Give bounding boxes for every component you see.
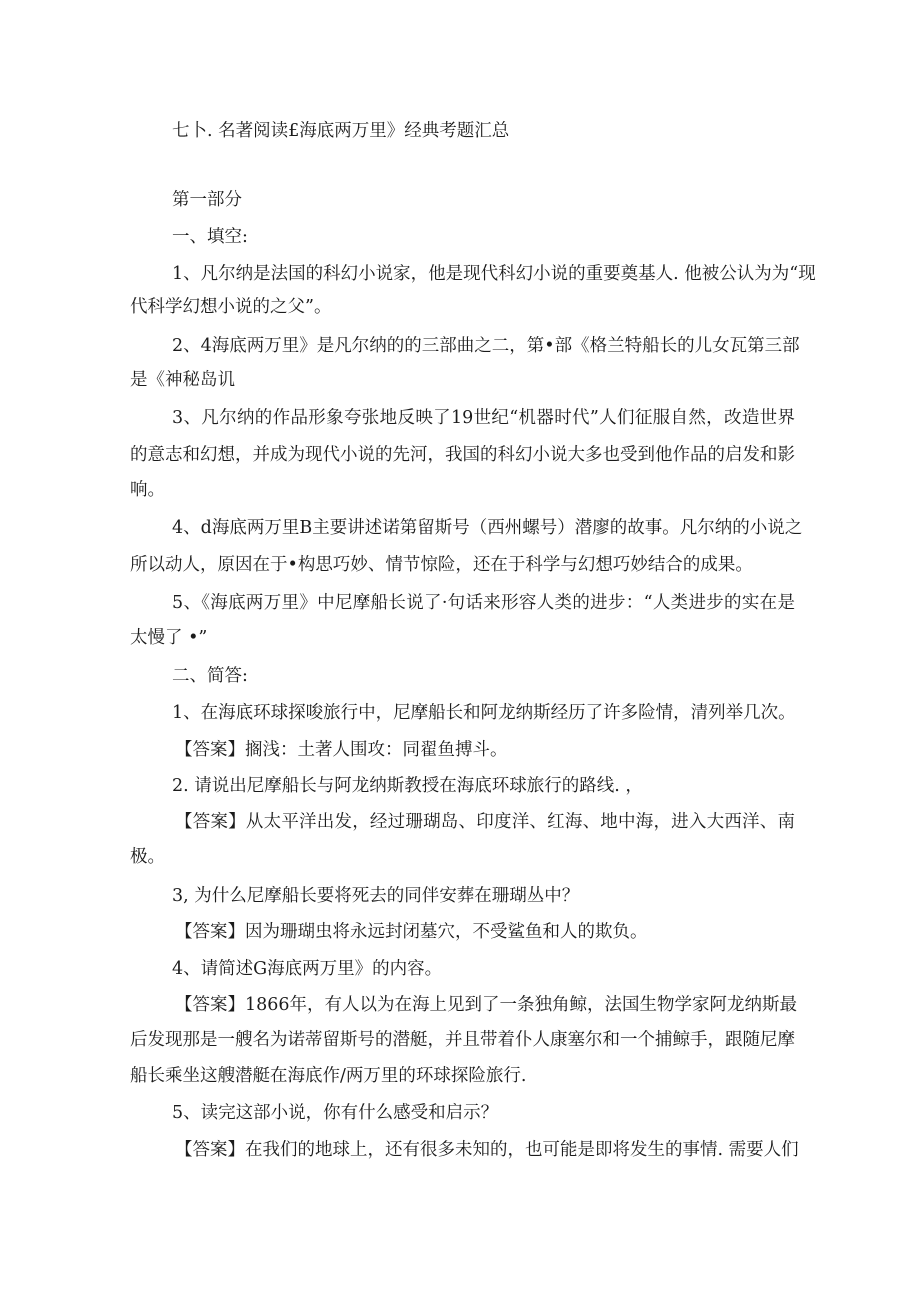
answer-line: 【答案】因为珊瑚虫将永远封闭墓穴，不受鲨鱼和人的欺负。 (175, 922, 648, 942)
paragraph-line: 所以动人，原因在于•构思巧妙、情节惊险，还在于科学与幻想巧妙结合的成果。 (130, 555, 753, 575)
paragraph-line: 4、d海底两万里B主要讲述诺第留斯号（西州螺号）潜廖的故事。凡尔纳的小说之 (172, 518, 803, 538)
answer-line: 极。 (130, 847, 165, 867)
document-title: 七卜. 名著阅读£海底两万里》经典考题汇总 (172, 121, 510, 141)
paragraph-line: 响。 (130, 480, 165, 500)
paragraph-line: 是《神秘岛讥 (130, 370, 235, 390)
answer-line: 【答案】1866年，有人以为在海上见到了一条独角鲸，法国生物学家阿龙纳斯最 (175, 995, 798, 1015)
answer-line: 【答案】搁浅：土著人围攻：同翟鱼搏斗。 (175, 740, 508, 760)
part-heading: 第一部分 (172, 190, 242, 210)
paragraph-line: 5、《海底两万里》中尼摩船长说了·句话来形容人类的进步：“人类进步的实在是 (172, 593, 795, 613)
answer-line: 【答案】在我们的地球上，还有很多未知的，也可能是即将发生的事情. 需要人们 (175, 1140, 799, 1160)
question: 3, 为什么尼摩船长要将死去的同伴安葬在珊瑚丛中？ (172, 886, 580, 906)
fill-blank-heading: 一、填空: (172, 227, 248, 247)
paragraph-line: 3、凡尔纳的作品形象夸张地反映了19世纪“机器时代”人们征服自然，改造世界 (172, 408, 795, 428)
paragraph-line: 太慢了 •” (130, 628, 208, 648)
answer-line: 后发现那是一艘名为诺蒂留斯号的潜艇，并且带着仆人康塞尔和一个捕鲸手，跟随尼摩 (130, 1030, 795, 1050)
question: 4、请简述G海底两万里》的内容。 (172, 959, 443, 979)
question: 5、读完这部小说，你有什么感受和启示？ (172, 1103, 499, 1123)
short-answer-heading: 二、简答: (172, 666, 248, 686)
question: 2. 请说出尼摩船长与阿龙纳斯教授在海底环球旅行的路线. ， (172, 776, 643, 796)
answer-line: 【答案】从太平洋出发，经过珊瑚岛、印度洋、红海、地中海，进入大西洋、南 (175, 812, 795, 832)
paragraph-line: 的意志和幻想，并成为现代小说的先河，我国的科幻小说大多也受到他作品的启发和影 (130, 445, 795, 465)
paragraph-line: 代科学幻想小说的之父”。 (130, 297, 332, 317)
question: 1、在海底环球探唆旅行中，尼摩船长和阿龙纳斯经历了许多险情，清列举几次。 (172, 703, 796, 723)
paragraph-line: 2、4海底两万里》是凡尔纳的的三部曲之二，第•部《格兰特船长的儿女瓦第三部 (172, 336, 800, 356)
answer-line: 船长乘坐这艘潜艇在海底作/两万里的环球探险旅行. (130, 1066, 527, 1086)
paragraph-line: 1、凡尔纳是法国的科幻小说家，他是现代科幻小说的重要奠基人. 他被公认为为“现 (172, 264, 816, 284)
